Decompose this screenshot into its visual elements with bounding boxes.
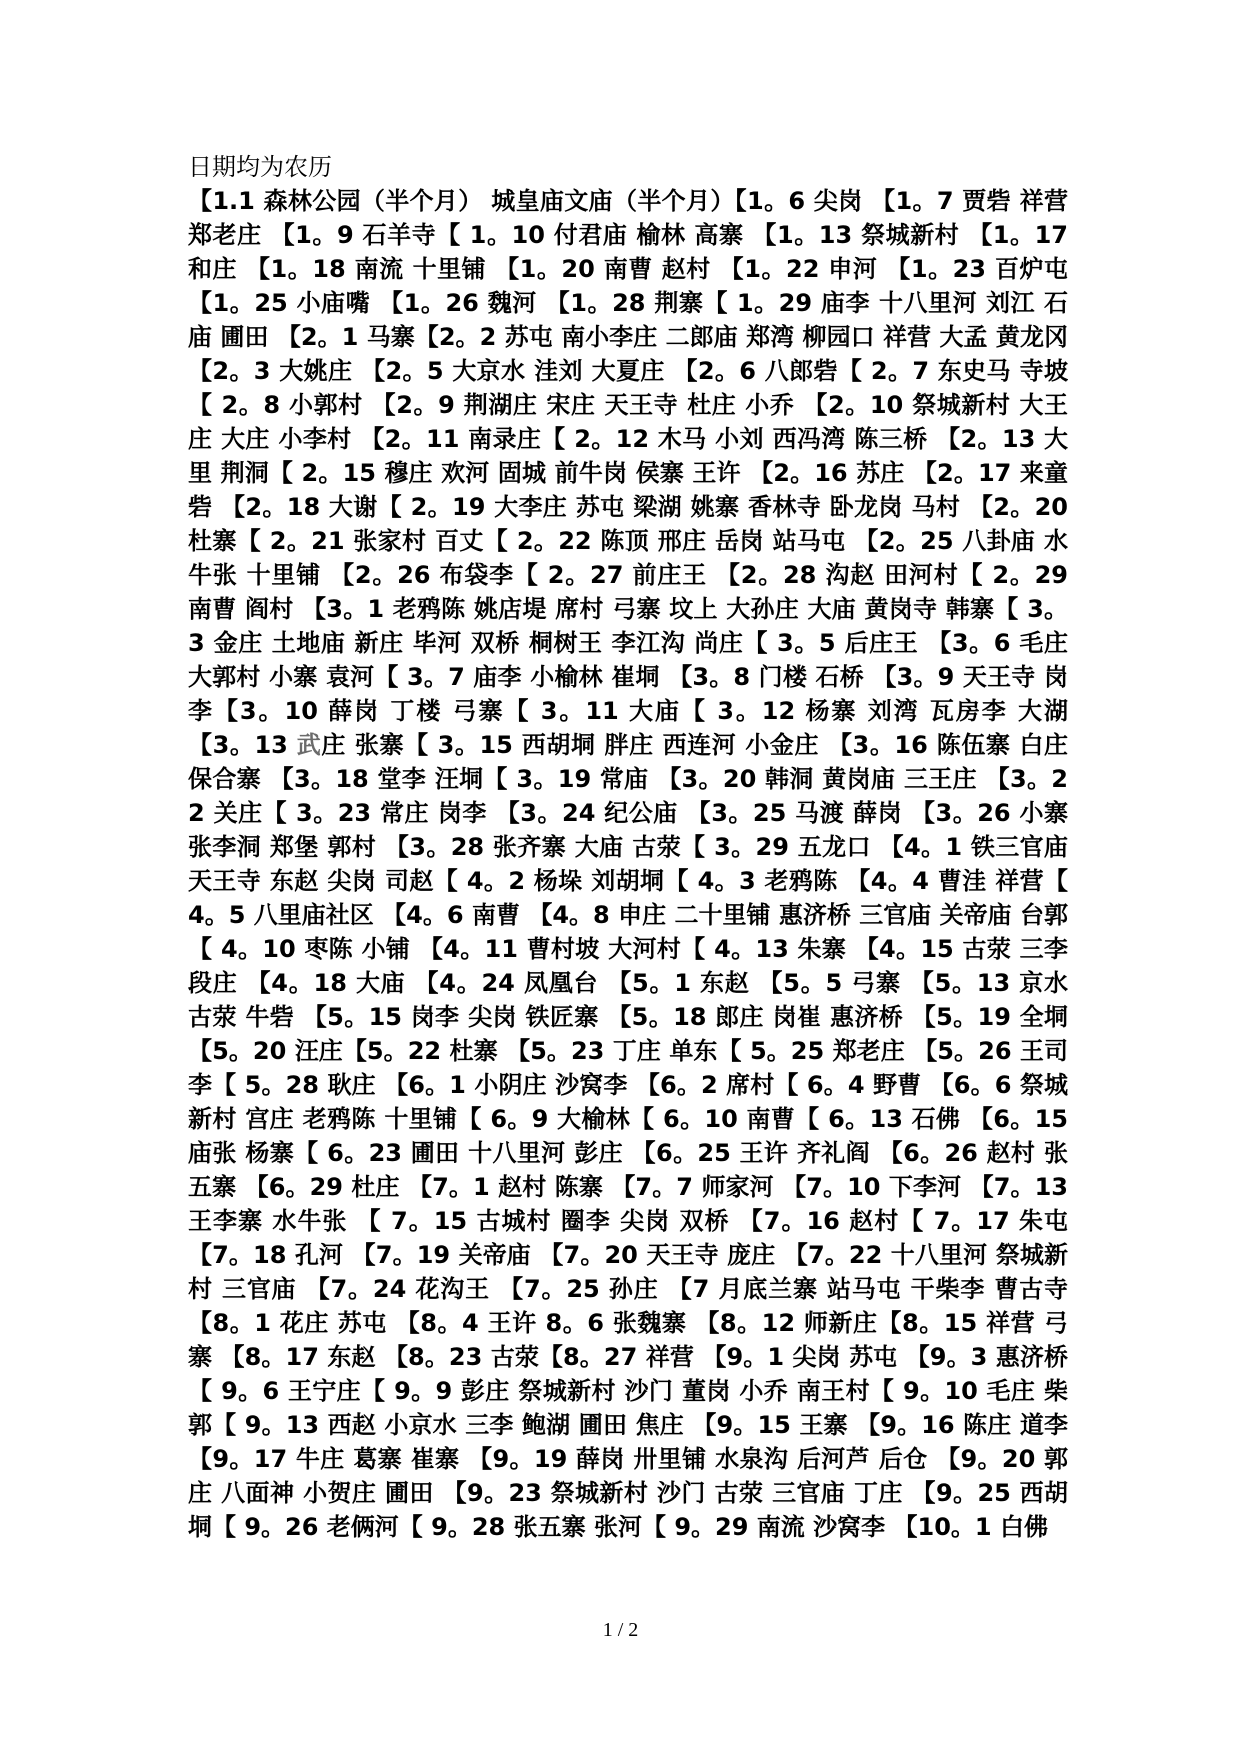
- schedule-text-gray-char: 武: [296, 731, 322, 759]
- market-schedule-text: [188, 184, 1068, 1544]
- document-heading: 日期均为农历: [188, 153, 332, 181]
- page-number: 1 / 2: [602, 1619, 639, 1641]
- document-content: [188, 150, 1068, 1544]
- schedule-text-part-1: 【1.1 森林公园（半个月） 城皇庙文庙（半个月）【1。6 尖岗 【1。7 贾砦 祥营 郑老庄 【1。9 石羊寺【 1。10 付君庙 榆林 高寨 【1。13 祭城新村 【1。17 和庄 【1。18 南流 十里铺 【1。20 南曹 赵村 【1。22 申河 【1。23 百炉屯 【1。25 小庙嘴 【1。26 魏河 【1。28 荆寨【 1。29 庙李 十八里河 刘江 石庙 圃田 【2。1 马寨【2。2 苏屯 南小李庄 二郎庙 郑湾 柳园口 祥营 大孟 黄龙冈 【2。3 大姚庄 【2。5 大京水 洼刘 大夏庄 【2。6 八郎砦【 2。7 东史马 寺坡【 2。8 小郭村 【2。9 荆湖庄 宋庄 天王寺 杜庄 小乔 【2。10 祭城新村 大王庄 大庄 小李村 【2。11 南录庄【 2。12 木马 小刘 西冯湾 陈三桥 【2。13 大里 荆洞【 2。15 穆庄 欢河 固城 前牛岗 侯寨 王许 【2。16 苏庄 【2。17 来童砦 【2。18 大谢【 2。19 大李庄 苏屯 梁湖 姚寨 香林寺 卧龙岗 马村 【2。20 杜寨【 2。21 张家村 百丈【 2。22 陈顶 邢庄 岳岗 站马屯 【2。25 八卦庙 水牛张 十里铺 【2。26 布袋李【 2。27 前庄王 【2。28 沟赵 田河村【 2。29 南曹 阎村 【3。1 老鸦陈 姚店堤 席村 弓寨 坟上 大孙庄 大庙 黄岗寺 韩寨【 3。3 金庄 土地庙 新庄 毕河 双桥 桐树王 李江沟 尚庄【 3。5 后庄王 【3。6 毛庄 大郭村 小寨 袁河【 3。7 庙李 小榆林 崔垌 【3。8 门楼 石桥 【3。9 天王寺 岗李【3。10 薛岗 丁楼 弓寨【 3。11 大庙【 3。12 杨寨 刘湾 瓦房李 大湖 【3。13: [188, 187, 1068, 759]
- schedule-text-part-2: 庄 张寨【 3。15 西胡垌 胖庄 西连河 小金庄 【3。16 陈伍寨 白庄 保合寨 【3。18 堂李 汪垌【 3。19 常庙 【3。20 韩洞 黄岗庙 三王庄 【3。22 关庄【 3。23 常庄 岗李 【3。24 纪公庙 【3。25 马渡 薛岗 【3。26 小寨 张李洞 郑堡 郭村 【3。28 张齐寨 大庙 古荥【 3。29 五龙口 【4。1 铁三官庙 天王寺 东赵 尖岗 司赵【 4。2 杨垛 刘胡垌【 4。3 老鸦陈 【4。4 曹洼 祥营【 4。5 八里庙社区 【4。6 南曹 【4。8 申庄 二十里铺 惠济桥 三官庙 关帝庙 台郭【 4。10 枣陈 小铺 【4。11 曹村坡 大河村【 4。13 朱寨 【4。15 古荥 三李 段庄 【4。18 大庙 【4。24 凤凰台 【5。1 东赵 【5。5 弓寨 【5。13 京水 古荥 牛砦 【5。15 岗李 尖岗 铁匠寨 【5。18 郎庄 岗崔 惠济桥 【5。19 全垌 【5。20 汪庄【5。22 杜寨 【5。23 丁庄 单东【 5。25 郑老庄 【5。26 王司李【 5。28 耿庄 【6。1 小阴庄 沙窝李 【6。2 席村【 6。4 野曹 【6。6 祭城新村 宫庄 老鸦陈 十里铺【 6。9 大榆林【 6。10 南曹【 6。13 石佛 【6。15 庙张 杨寨【 6。23 圃田 十八里河 彭庄 【6。25 王许 齐礼阎 【6。26 赵村 张五寨 【6。29 杜庄 【7。1 赵村 陈寨 【7。7 师家河 【7。10 下李河 【7。13 王李寨 水牛张 【 7。15 古城村 圈李 尖岗 双桥 【7。16 赵村【 7。17 朱屯 【7。18 孔河 【7。19 关帝庙 【7。20 天王寺 庞庄 【7。22 十八里河 祭城新村 三官庙 【7。24 花沟王 【7。25 孙庄 【7 月底兰寨 站马屯 干柴李 曹古寺 【8。1 花庄 苏屯 【8。4 王许 8。6 张魏寨 【8。12 师新庄【8。15 祥营 弓寨 【8。17 东赵 【8。23 古荥【8。27 祥营 【9。1 尖岗 苏屯 【9。3 惠济桥【 9。6 王宁庄【 9。9 彭庄 祭城新村 沙门 董岗 小乔 南王村【 9。10 毛庄 柴郭【 9。13 西赵 小京水 三李 鲍湖 圃田 焦庄 【9。15 王寨 【9。16 陈庄 道李 【9。17 牛庄 葛寨 崔寨 【9。19 薛岗 卅里铺 水泉沟 后河芦 后仓 【9。20 郭庄 八面神 小贺庄 圃田 【9。23 祭城新村 沙门 古荥 三官庙 丁庄 【9。25 西胡垌【 9。26 老俩河【 9。28 张五寨 张河【 9。29 南流 沙窝李 【10。1 白佛: [188, 731, 1069, 1541]
